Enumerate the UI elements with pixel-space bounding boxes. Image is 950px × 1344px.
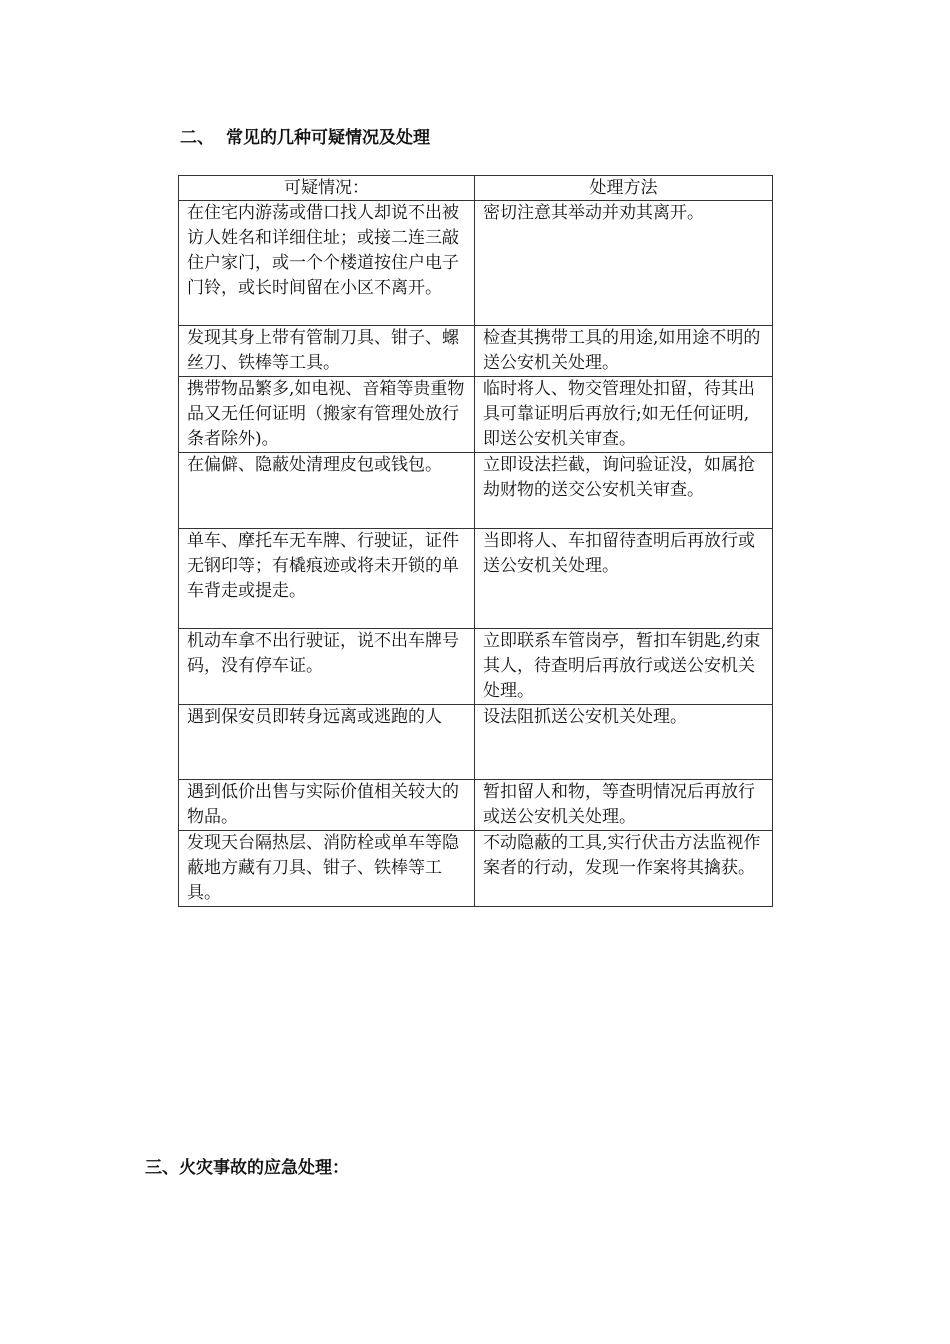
situation-cell: 单车、摩托车无车牌、行驶证，证件无钢印等；有橇痕迹或将未开锁的单车背走或提走。 [179,529,475,629]
section-2-title: 常见的几种可疑情况及处理 [226,128,430,148]
header-handling: 处理方法 [475,176,773,201]
situation-cell: 发现其身上带有管制刀具、钳子、螺丝刀、铁棒等工具。 [179,326,475,377]
situation-cell: 遇到保安员即转身远离或逃跑的人 [179,705,475,780]
handling-cell: 暂扣留人和物，等查明情况后再放行或送公安机关处理。 [475,780,773,831]
situation-cell: 遇到低价出售与实际价值相关较大的物品。 [179,780,475,831]
handling-cell: 设法阻抓送公安机关处理。 [475,705,773,780]
handling-cell: 当即将人、车扣留待查明后再放行或送公安机关处理。 [475,529,773,629]
section-2-number: 二、 [180,128,214,148]
section-3-heading: 三、火灾事故的应急处理： [145,1158,349,1178]
handling-cell: 临时将人、物交管理处扣留，待其出具可靠证明后再放行;如无任何证明,即送公安机关审查。 [475,377,773,453]
situation-cell: 在偏僻、隐蔽处清理皮包或钱包。 [179,453,475,529]
situation-cell: 发现天台隔热层、消防栓或单车等隐蔽地方藏有刀具、钳子、铁棒等工具。 [179,831,475,907]
situation-cell: 在住宅内游荡或借口找人却说不出被访人姓名和详细住址；或接二连三敲住户家门，或一个个楼道按住户电子门铃，或长时间留在小区不离开。 [179,201,475,326]
table-row [179,453,773,529]
situation-cell: 机动车拿不出行驶证，说不出车牌号码，没有停车证。 [179,629,475,705]
handling-cell: 不动隐蔽的工具,实行伏击方法监视作案者的行动，发现一作案将其擒获。 [475,831,773,907]
handling-cell: 立即联系车管岗亭，暂扣车钥匙,约束其人，待查明后再放行或送公安机关处理。 [475,629,773,705]
table-row [179,831,773,907]
table-row [179,201,773,326]
table-row [179,529,773,629]
situation-cell: 携带物品繁多,如电视、音箱等贵重物品又无任何证明（搬家有管理处放行条者除外)。 [179,377,475,453]
table-row [179,377,773,453]
table-row [179,326,773,377]
table-row [179,780,773,831]
handling-cell: 检查其携带工具的用途,如用途不明的送公安机关处理。 [475,326,773,377]
section-2-heading [180,127,430,149]
handling-cell: 立即设法拦截，询问验证没，如属抢劫财物的送交公安机关审查。 [475,453,773,529]
handling-cell: 密切注意其举动并劝其离开。 [475,201,773,326]
table-row [179,629,773,705]
header-situation: 可疑情况： [179,176,475,201]
suspicious-situations-table [178,175,773,907]
table-row [179,705,773,780]
table-header-row [179,176,773,201]
